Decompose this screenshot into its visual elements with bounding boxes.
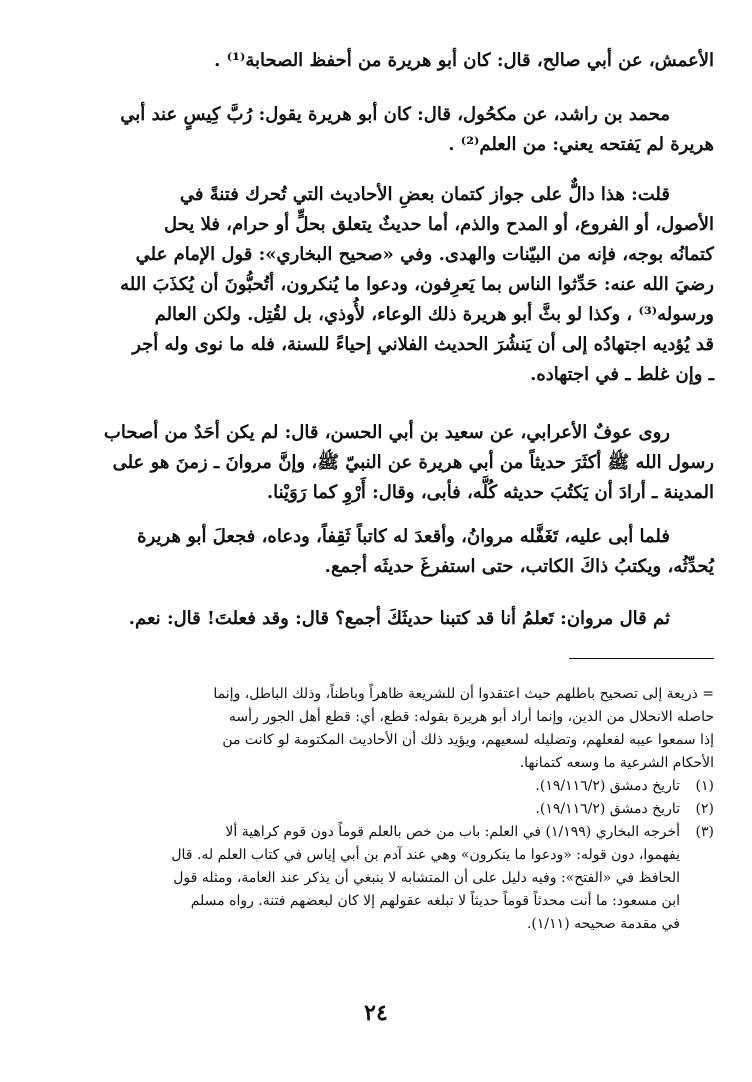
paragraph-5 xyxy=(38,522,714,582)
footnote-continuation xyxy=(38,683,714,775)
footnotes xyxy=(38,683,714,936)
footnote-line: الأحكام الشرعية ما وسعه كتمانها. xyxy=(519,755,714,771)
footnote-item xyxy=(38,775,714,798)
paragraph-2 xyxy=(38,100,714,160)
footnote-line: في مقدمة صحيحه (١/١١). xyxy=(526,916,680,932)
footnote-line: الحافظ في «الفتح»: وفيه دليل على أن المتشابه لا ينبغي أن يذكر عند العامة، ومثله قول xyxy=(173,870,680,886)
paragraph-4 xyxy=(38,418,714,508)
text-line: المدينة ـ أرادَ أن يَكتُبَ حديثه كُلَّه، فأبى، وقال: أَرْوِ كما رَوَيْنا. xyxy=(266,482,714,503)
footnote-line: يفهموا، دون قوله: «ودعوا ما ينكرون» وهي عند آدم بن أبي إياس في كتاب العلم له. قال xyxy=(171,847,680,863)
footnote-number: (٣) xyxy=(695,824,714,840)
footnote-line: تاريخ دمشق (١٩/١١٦/٢). xyxy=(535,778,680,794)
text-line: فلما أبى عليه، تَغَفَّله مروانُ، وأقعدَ له كاتباً ثَقِفاً، ودعاه، فجعلَ أبو هريرة xyxy=(137,526,670,547)
footnote-item xyxy=(38,798,714,821)
paragraph-3 xyxy=(38,180,714,390)
footnote-number: (١) xyxy=(695,778,714,794)
footnote-line: أخرجه البخاري (١/١٩٩) في العلم: باب من خص بالعلم قوماً دون قوم كراهية ألا xyxy=(225,824,680,840)
text-line: قلت: هذا دالٌّ على جواز كتمان بعضِ الأحاديث التي تُحرك فتنةً في xyxy=(179,184,670,205)
text-line: كتمانُه بوجه، فإنه من البيّنات والهدى. وفي «صحيح البخاري»: قول الإمام علي xyxy=(135,244,714,265)
footnote-separator xyxy=(569,658,714,659)
text-line: رسول الله ﷺ أكثَرَ حديثاً من أبي هريرة عن النبيّ ﷺ، وإنَّ مروانَ ـ زمنَ هو على xyxy=(112,452,714,473)
text-line: قد يُؤديه اجتهادُه إلى أن يَنشُرَ الحديث الفلاني إحياءً للسنة، فله ما نوى وله أجر xyxy=(132,334,714,355)
text-line: الأصول، أو الفروع، أو المدح والذم، أما حديثٌ يتعلق بحلٍّ أو حرام، فلا يحل xyxy=(164,214,714,235)
page-number: ٢٤ xyxy=(364,1000,388,1026)
text-line: يُحدِّثُه، ويكتبُ ذاكَ الكاتب، حتى استفرغَ حديثَه أجمع. xyxy=(324,556,714,577)
text-line: ثم قال مروان: تَعلمُ أنا قد كتبنا حديثَكَ أجمع؟ قال: وقد فعلتَ! قال: نعم. xyxy=(128,608,670,629)
text-line: الأعمش، عن أبي صالح، قال: كان أبو هريرة من أحفظ الصحابة⁽¹⁾ . xyxy=(214,50,714,71)
footnote-line: إذا سمعوا عيبه لفعلهم، وتضليله لسعيهم، ويؤيد ذلك أن الأحاديث المكتومة لو كانت من xyxy=(222,732,714,748)
paragraph-6 xyxy=(38,604,714,634)
text-line: روى عوفٌ الأعرابي، عن سعيد بن أبي الحسن، قال: لم يكن أحَدٌ من أصحاب xyxy=(103,422,670,443)
text-line: رضيَ الله عنه: حَدِّثوا الناس بما يَعرِفون، ودعوا ما يُنكرون، أتُحبُّونَ أن يُكذَبَ الله xyxy=(120,274,714,295)
text-line: محمد بن راشد، عن مكحُول، قال: كان أبو هريرة يقول: رُبَّ كِيسٍ عند أبي xyxy=(120,104,670,125)
text-line: ـ وإن غلط ـ في اجتهاده. xyxy=(530,364,714,385)
footnote-line: = ذريعة إلى تصحيح باطلهم حيث اعتقدوا أن للشريعة ظاهراً وباطناً، وذلك الباطل، وإنما xyxy=(213,686,714,702)
footnote-line: ابن مسعود: ما أنت محدثاً قوماً حديثاً لا تبلغه عقولهم إلا كان لبعضهم فتنة. رواه مسلم xyxy=(190,893,680,909)
footnote-line: حاصله الانحلال من الدين، وإنما أراد أبو هريرة بقوله: قطع، أي: قطع أهل الجور رأسه xyxy=(228,709,714,725)
book-page xyxy=(38,38,714,1068)
paragraph-1 xyxy=(38,46,714,76)
text-line: هريرة لم يَفتحه يعني: من العلم⁽²⁾ . xyxy=(448,134,714,155)
footnote-number: (٢) xyxy=(695,801,714,817)
footnote-item xyxy=(38,821,714,936)
text-line: ورسوله⁽³⁾ ، وكذا لو بثَّ أبو هريرة ذلك الوعاء، لأُوذي، بل لقُتِل. ولكن العالم xyxy=(154,304,714,325)
footnote-line: تاريخ دمشق (١٩/١١٦/٢). xyxy=(535,801,680,817)
